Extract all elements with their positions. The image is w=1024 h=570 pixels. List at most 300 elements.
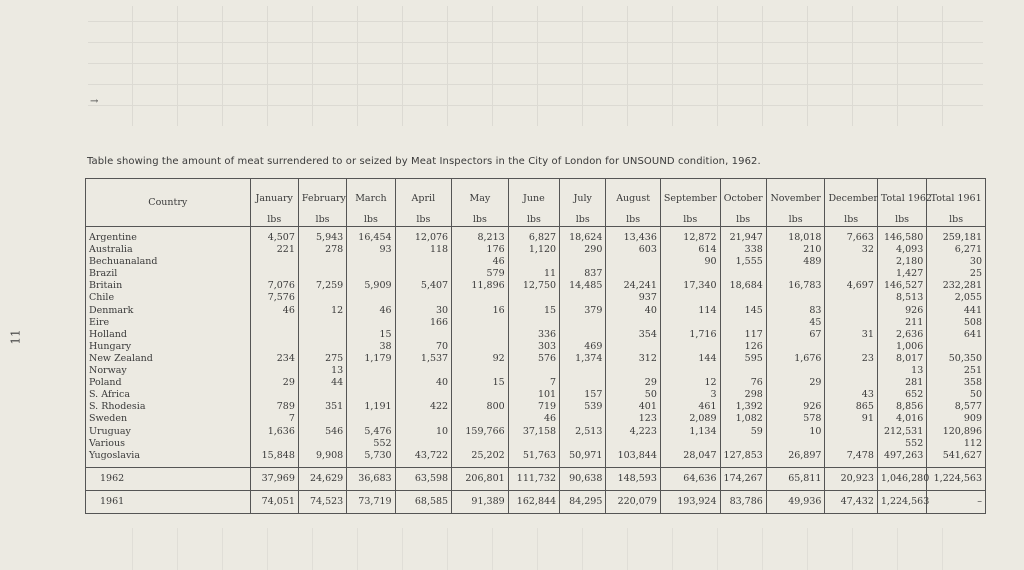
value-cell: 652 bbox=[877, 389, 926, 401]
value-cell: 18,684 bbox=[720, 280, 766, 292]
value-cell: 1,191 bbox=[347, 401, 395, 413]
country-cell: New Zealand bbox=[86, 353, 251, 365]
value-cell: 614 bbox=[660, 244, 720, 256]
value-cell: 234 bbox=[250, 353, 298, 365]
value-cell: 338 bbox=[720, 244, 766, 256]
table-row bbox=[86, 341, 986, 353]
value-cell: 83 bbox=[766, 305, 825, 317]
value-cell bbox=[298, 329, 346, 341]
value-cell bbox=[825, 317, 877, 329]
table-row bbox=[86, 426, 986, 438]
value-cell: 212,531 bbox=[877, 426, 926, 438]
total-year-cell: 1962 bbox=[86, 467, 251, 490]
value-cell bbox=[395, 292, 452, 304]
value-cell: 8,856 bbox=[877, 401, 926, 413]
value-cell: 789 bbox=[250, 401, 298, 413]
country-cell: Eire bbox=[86, 317, 251, 329]
column-header bbox=[825, 179, 877, 227]
value-cell bbox=[452, 389, 509, 401]
value-cell bbox=[766, 365, 825, 377]
value-cell: 30 bbox=[927, 256, 986, 268]
column-header-label: October bbox=[723, 193, 763, 204]
value-cell bbox=[298, 317, 346, 329]
value-cell bbox=[452, 438, 509, 450]
value-cell: 46 bbox=[452, 256, 509, 268]
country-cell: Denmark bbox=[86, 305, 251, 317]
value-cell: 92 bbox=[452, 353, 509, 365]
value-cell bbox=[452, 317, 509, 329]
value-cell: 13 bbox=[298, 365, 346, 377]
value-cell: 144 bbox=[660, 353, 720, 365]
value-cell: 43 bbox=[825, 389, 877, 401]
value-cell bbox=[395, 413, 452, 425]
table-row bbox=[86, 389, 986, 401]
value-cell: 441 bbox=[927, 305, 986, 317]
country-cell: Brazil bbox=[86, 268, 251, 280]
value-cell: 497,263 bbox=[877, 450, 926, 468]
total-value-cell: 68,585 bbox=[395, 490, 452, 513]
value-cell bbox=[395, 365, 452, 377]
value-cell bbox=[347, 413, 395, 425]
country-cell: Yugoslavia bbox=[86, 450, 251, 468]
value-cell: 50 bbox=[606, 389, 661, 401]
value-cell bbox=[606, 438, 661, 450]
table-row bbox=[86, 450, 986, 468]
value-cell: 351 bbox=[298, 401, 346, 413]
country-cell: S. Africa bbox=[86, 389, 251, 401]
value-cell: 7,076 bbox=[250, 280, 298, 292]
header-row bbox=[86, 179, 986, 227]
column-header-unit: lbs bbox=[895, 214, 910, 225]
column-header-unit: lbs bbox=[788, 214, 803, 225]
column-header-unit: lbs bbox=[844, 214, 859, 225]
value-cell: 379 bbox=[560, 305, 606, 317]
value-cell bbox=[250, 365, 298, 377]
value-cell: 5,476 bbox=[347, 426, 395, 438]
value-cell: 16,454 bbox=[347, 227, 395, 245]
value-cell bbox=[250, 438, 298, 450]
value-cell: 4,223 bbox=[606, 426, 661, 438]
value-cell bbox=[347, 256, 395, 268]
value-cell: 1,676 bbox=[766, 353, 825, 365]
value-cell bbox=[395, 389, 452, 401]
column-header bbox=[508, 179, 559, 227]
value-cell bbox=[560, 413, 606, 425]
bleed-through-grid-bottom bbox=[88, 528, 983, 570]
total-value-cell: 74,051 bbox=[250, 490, 298, 513]
value-cell bbox=[560, 317, 606, 329]
value-cell bbox=[508, 317, 559, 329]
country-cell: Holland bbox=[86, 329, 251, 341]
value-cell: 8,577 bbox=[927, 401, 986, 413]
value-cell: 4,697 bbox=[825, 280, 877, 292]
value-cell bbox=[606, 317, 661, 329]
total-value-cell: 148,593 bbox=[606, 467, 661, 490]
value-cell: 1,179 bbox=[347, 353, 395, 365]
column-header-unit: lbs bbox=[267, 214, 282, 225]
country-cell: Chile bbox=[86, 292, 251, 304]
column-header bbox=[927, 179, 986, 227]
column-header bbox=[250, 179, 298, 227]
value-cell: 26,897 bbox=[766, 450, 825, 468]
value-cell: 2,636 bbox=[877, 329, 926, 341]
value-cell bbox=[347, 292, 395, 304]
value-cell: 926 bbox=[877, 305, 926, 317]
value-cell: 303 bbox=[508, 341, 559, 353]
country-cell: Hungary bbox=[86, 341, 251, 353]
column-header-label: November bbox=[770, 193, 821, 204]
value-cell: 123 bbox=[606, 413, 661, 425]
value-cell: 1,636 bbox=[250, 426, 298, 438]
value-cell: 16 bbox=[452, 305, 509, 317]
value-cell bbox=[298, 341, 346, 353]
value-cell: 114 bbox=[660, 305, 720, 317]
bleed-through-grid bbox=[88, 6, 983, 126]
column-header-unit: lbs bbox=[472, 214, 487, 225]
value-cell: 8,513 bbox=[877, 292, 926, 304]
country-cell: S. Rhodesia bbox=[86, 401, 251, 413]
value-cell bbox=[720, 317, 766, 329]
total-value-cell: 83,786 bbox=[720, 490, 766, 513]
column-header-label: December bbox=[828, 193, 878, 204]
column-header-label: January bbox=[255, 193, 293, 204]
value-cell: 281 bbox=[877, 377, 926, 389]
value-cell: 6,827 bbox=[508, 227, 559, 245]
total-value-cell: 74,523 bbox=[298, 490, 346, 513]
value-cell bbox=[825, 438, 877, 450]
value-cell: 552 bbox=[347, 438, 395, 450]
total-value-cell: 73,719 bbox=[347, 490, 395, 513]
total-value-cell: 220,079 bbox=[606, 490, 661, 513]
value-cell bbox=[606, 365, 661, 377]
value-cell bbox=[720, 438, 766, 450]
total-value-cell: 1,046,280 bbox=[877, 467, 926, 490]
column-header bbox=[452, 179, 509, 227]
value-cell bbox=[250, 268, 298, 280]
value-cell bbox=[250, 329, 298, 341]
value-cell: 12,750 bbox=[508, 280, 559, 292]
table-row bbox=[86, 227, 986, 245]
value-cell bbox=[720, 268, 766, 280]
value-cell: 46 bbox=[508, 413, 559, 425]
country-cell: Britain bbox=[86, 280, 251, 292]
value-cell: 508 bbox=[927, 317, 986, 329]
total-value-cell: 1,224,563 bbox=[877, 490, 926, 513]
value-cell: 118 bbox=[395, 244, 452, 256]
table-caption: Table showing the amount of meat surrendered to or seized by Meat Inspectors in the City of London for UNSOUND condition, 1962. bbox=[87, 156, 761, 167]
column-header-unit: lbs bbox=[736, 214, 751, 225]
value-cell: 126 bbox=[720, 341, 766, 353]
value-cell: 4,016 bbox=[877, 413, 926, 425]
value-cell: 579 bbox=[452, 268, 509, 280]
value-cell bbox=[560, 292, 606, 304]
value-cell: 31 bbox=[825, 329, 877, 341]
value-cell bbox=[606, 256, 661, 268]
table-row bbox=[86, 317, 986, 329]
value-cell: 93 bbox=[347, 244, 395, 256]
value-cell bbox=[766, 341, 825, 353]
value-cell: 30 bbox=[395, 305, 452, 317]
value-cell: 937 bbox=[606, 292, 661, 304]
column-header bbox=[606, 179, 661, 227]
value-cell: 166 bbox=[395, 317, 452, 329]
value-cell bbox=[660, 438, 720, 450]
value-cell: 40 bbox=[606, 305, 661, 317]
value-cell: 145 bbox=[720, 305, 766, 317]
value-cell bbox=[250, 256, 298, 268]
value-cell: 401 bbox=[606, 401, 661, 413]
value-cell: 45 bbox=[766, 317, 825, 329]
value-cell bbox=[395, 438, 452, 450]
value-cell: 926 bbox=[766, 401, 825, 413]
table-row bbox=[86, 244, 986, 256]
value-cell: 539 bbox=[560, 401, 606, 413]
value-cell: 298 bbox=[720, 389, 766, 401]
value-cell bbox=[560, 365, 606, 377]
value-cell bbox=[508, 292, 559, 304]
value-cell: 278 bbox=[298, 244, 346, 256]
value-cell: 15,848 bbox=[250, 450, 298, 468]
page-number: 11 bbox=[8, 329, 23, 345]
value-cell: 37,158 bbox=[508, 426, 559, 438]
value-cell bbox=[395, 329, 452, 341]
value-cell bbox=[825, 365, 877, 377]
total-value-cell: 49,936 bbox=[766, 490, 825, 513]
value-cell: 800 bbox=[452, 401, 509, 413]
value-cell: 50 bbox=[927, 389, 986, 401]
column-header bbox=[298, 179, 346, 227]
value-cell: 76 bbox=[720, 377, 766, 389]
country-rows bbox=[86, 227, 986, 468]
value-cell bbox=[766, 268, 825, 280]
value-cell: 46 bbox=[347, 305, 395, 317]
value-cell bbox=[347, 268, 395, 280]
value-cell: 3 bbox=[660, 389, 720, 401]
value-cell: 1,716 bbox=[660, 329, 720, 341]
total-value-cell: 90,638 bbox=[560, 467, 606, 490]
value-cell bbox=[347, 389, 395, 401]
column-header-label: July bbox=[573, 193, 592, 204]
value-cell: 541,627 bbox=[927, 450, 986, 468]
total-row bbox=[86, 490, 986, 513]
total-value-cell: 37,969 bbox=[250, 467, 298, 490]
column-header-unit: lbs bbox=[575, 214, 590, 225]
column-header bbox=[877, 179, 932, 227]
value-cell: 221 bbox=[250, 244, 298, 256]
value-cell: 15 bbox=[452, 377, 509, 389]
column-header bbox=[660, 179, 720, 227]
value-cell: 8,213 bbox=[452, 227, 509, 245]
column-header-label: Country bbox=[148, 197, 188, 208]
value-cell bbox=[452, 365, 509, 377]
country-cell: Sweden bbox=[86, 413, 251, 425]
country-cell: Bechuanaland bbox=[86, 256, 251, 268]
value-cell: 101 bbox=[508, 389, 559, 401]
value-cell: 358 bbox=[927, 377, 986, 389]
value-cell bbox=[825, 426, 877, 438]
value-cell: 7,259 bbox=[298, 280, 346, 292]
value-cell bbox=[298, 389, 346, 401]
value-cell bbox=[660, 317, 720, 329]
table-row bbox=[86, 365, 986, 377]
value-cell: 59 bbox=[720, 426, 766, 438]
value-cell: 117 bbox=[720, 329, 766, 341]
value-cell: 7 bbox=[250, 413, 298, 425]
value-cell bbox=[606, 341, 661, 353]
value-cell: 7,663 bbox=[825, 227, 877, 245]
value-cell: 43,722 bbox=[395, 450, 452, 468]
value-cell bbox=[766, 292, 825, 304]
value-cell: 29 bbox=[606, 377, 661, 389]
value-cell: 28,047 bbox=[660, 450, 720, 468]
meat-table bbox=[85, 178, 986, 514]
value-cell bbox=[508, 365, 559, 377]
value-cell: 1,537 bbox=[395, 353, 452, 365]
value-cell: 32 bbox=[825, 244, 877, 256]
value-cell bbox=[660, 292, 720, 304]
column-header bbox=[347, 179, 395, 227]
value-cell: 275 bbox=[298, 353, 346, 365]
value-cell bbox=[766, 438, 825, 450]
value-cell bbox=[825, 341, 877, 353]
total-value-cell: – bbox=[927, 490, 986, 513]
value-cell: 159,766 bbox=[452, 426, 509, 438]
total-value-cell: 36,683 bbox=[347, 467, 395, 490]
value-cell: 2,089 bbox=[660, 413, 720, 425]
value-cell bbox=[452, 341, 509, 353]
value-cell bbox=[452, 329, 509, 341]
value-cell: 7,576 bbox=[250, 292, 298, 304]
value-cell bbox=[560, 377, 606, 389]
value-cell bbox=[298, 438, 346, 450]
value-cell: 18,624 bbox=[560, 227, 606, 245]
column-header-label: Total 1962 bbox=[880, 193, 932, 204]
value-cell: 719 bbox=[508, 401, 559, 413]
table-row bbox=[86, 413, 986, 425]
column-header-label: April bbox=[411, 193, 436, 204]
value-cell: 127,853 bbox=[720, 450, 766, 468]
value-cell: 13 bbox=[877, 365, 926, 377]
value-cell: 50,971 bbox=[560, 450, 606, 468]
value-cell: 232,281 bbox=[927, 280, 986, 292]
value-cell: 5,909 bbox=[347, 280, 395, 292]
margin-mark: → bbox=[90, 96, 99, 107]
column-header-label: Total 1961 bbox=[930, 193, 982, 204]
value-cell: 909 bbox=[927, 413, 986, 425]
value-cell: 90 bbox=[660, 256, 720, 268]
value-cell: 4,507 bbox=[250, 227, 298, 245]
value-cell bbox=[452, 413, 509, 425]
value-cell: 1,082 bbox=[720, 413, 766, 425]
value-cell: 1,392 bbox=[720, 401, 766, 413]
column-header-unit: lbs bbox=[363, 214, 378, 225]
table-row bbox=[86, 256, 986, 268]
column-header-label: September bbox=[663, 193, 717, 204]
total-value-cell: 1,224,563 bbox=[927, 467, 986, 490]
table-row bbox=[86, 377, 986, 389]
value-cell: 1,134 bbox=[660, 426, 720, 438]
column-header bbox=[560, 179, 606, 227]
value-cell: 25,202 bbox=[452, 450, 509, 468]
column-header-unit: lbs bbox=[683, 214, 698, 225]
value-cell: 7,478 bbox=[825, 450, 877, 468]
table-row bbox=[86, 329, 986, 341]
value-cell bbox=[395, 256, 452, 268]
value-cell: 290 bbox=[560, 244, 606, 256]
value-cell: 12 bbox=[298, 305, 346, 317]
value-cell: 7 bbox=[508, 377, 559, 389]
value-cell: 21,947 bbox=[720, 227, 766, 245]
value-cell: 5,407 bbox=[395, 280, 452, 292]
value-cell: 837 bbox=[560, 268, 606, 280]
value-cell: 24,241 bbox=[606, 280, 661, 292]
value-cell: 15 bbox=[347, 329, 395, 341]
table-row bbox=[86, 353, 986, 365]
country-cell: Uruguay bbox=[86, 426, 251, 438]
value-cell: 336 bbox=[508, 329, 559, 341]
column-header bbox=[395, 179, 452, 227]
value-cell bbox=[347, 377, 395, 389]
value-cell: 5,943 bbox=[298, 227, 346, 245]
value-cell bbox=[560, 438, 606, 450]
value-cell: 38 bbox=[347, 341, 395, 353]
value-cell: 2,513 bbox=[560, 426, 606, 438]
value-cell bbox=[825, 377, 877, 389]
column-header-unit: lbs bbox=[949, 214, 964, 225]
value-cell: 461 bbox=[660, 401, 720, 413]
value-cell: 40 bbox=[395, 377, 452, 389]
value-cell bbox=[298, 256, 346, 268]
total-rows bbox=[86, 467, 986, 513]
value-cell: 469 bbox=[560, 341, 606, 353]
value-cell: 17,340 bbox=[660, 280, 720, 292]
value-cell: 11 bbox=[508, 268, 559, 280]
column-header-label: August bbox=[616, 193, 651, 204]
total-year-cell: 1961 bbox=[86, 490, 251, 513]
value-cell: 1,374 bbox=[560, 353, 606, 365]
value-cell: 12,872 bbox=[660, 227, 720, 245]
column-header bbox=[720, 179, 766, 227]
value-cell: 91 bbox=[825, 413, 877, 425]
value-cell: 595 bbox=[720, 353, 766, 365]
table-row bbox=[86, 438, 986, 450]
total-value-cell: 91,389 bbox=[452, 490, 509, 513]
value-cell: 6,271 bbox=[927, 244, 986, 256]
value-cell: 1,427 bbox=[877, 268, 926, 280]
value-cell: 354 bbox=[606, 329, 661, 341]
total-row bbox=[86, 467, 986, 490]
value-cell bbox=[606, 268, 661, 280]
value-cell: 16,783 bbox=[766, 280, 825, 292]
value-cell bbox=[825, 292, 877, 304]
value-cell bbox=[825, 256, 877, 268]
value-cell: 50,350 bbox=[927, 353, 986, 365]
value-cell bbox=[347, 365, 395, 377]
total-value-cell: 206,801 bbox=[452, 467, 509, 490]
value-cell bbox=[927, 341, 986, 353]
value-cell: 4,093 bbox=[877, 244, 926, 256]
total-value-cell: 84,295 bbox=[560, 490, 606, 513]
value-cell: 112 bbox=[927, 438, 986, 450]
value-cell bbox=[508, 438, 559, 450]
value-cell bbox=[452, 292, 509, 304]
value-cell: 67 bbox=[766, 329, 825, 341]
value-cell: 23 bbox=[825, 353, 877, 365]
value-cell bbox=[395, 268, 452, 280]
column-header bbox=[86, 179, 251, 227]
value-cell: 29 bbox=[766, 377, 825, 389]
value-cell bbox=[250, 389, 298, 401]
